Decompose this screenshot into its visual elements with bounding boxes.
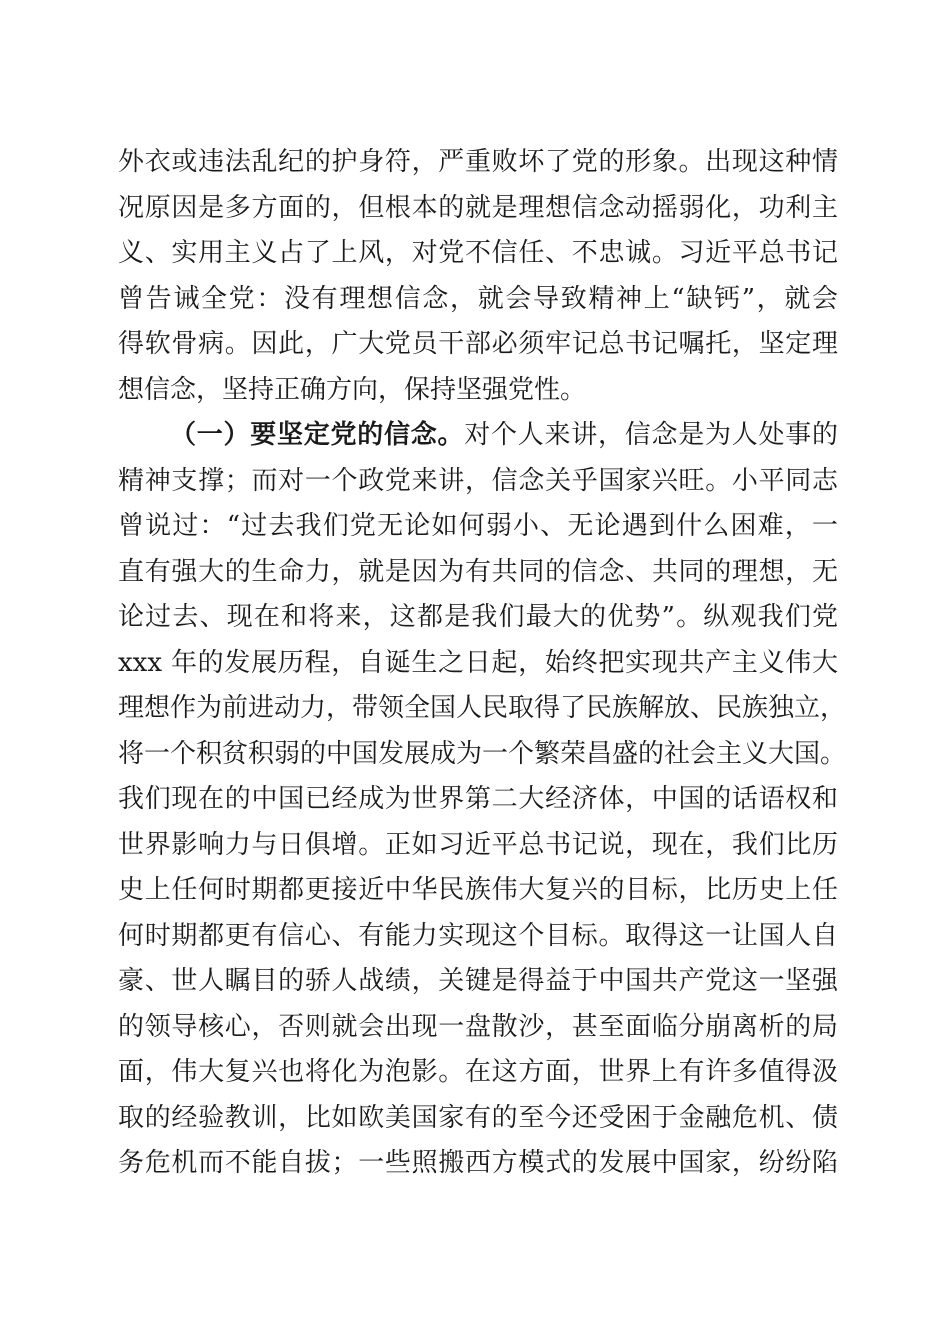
- text-line: 取的经验教训，比如欧美国家有的至今还受困于金融危机、债: [118, 1102, 838, 1133]
- text-line: 面，伟大复兴也将化为泡影。在这方面，世界上有许多值得汲: [118, 1057, 838, 1087]
- text-line: 得软骨病。因此，广大党员干部必须牢记总书记嘱托，坚定理: [118, 329, 838, 359]
- text-line: 务危机而不能自拔；一些照搬西方模式的发展中国家，纷纷陷: [118, 1148, 838, 1178]
- text-line: 想信念，坚持正确方向，保持坚强党性。: [118, 374, 587, 405]
- text-line: 曾说过：“过去我们党无论如何弱小、无论遇到什么困难，一: [118, 511, 838, 541]
- document-body: [118, 140, 847, 1187]
- text-line: 的领导核心，否则就会出现一盘散沙，甚至面临分崩离析的局: [118, 1011, 838, 1042]
- text-line: 曾告诫全党：没有理想信念，就会导致精神上“缺钙”，就会: [118, 283, 838, 314]
- text-line: 义、实用主义占了上风，对党不信任、不忠诚。习近平总书记: [118, 238, 838, 268]
- paragraph-1: [118, 140, 838, 413]
- text-line: 我们现在的中国已经成为世界第二大经济体，中国的话语权和: [118, 784, 838, 814]
- text-line: xxx 年的发展历程，自诞生之日起，始终把实现共产主义伟大: [118, 647, 838, 678]
- text-line: 将一个积贫积弱的中国发展成为一个繁荣昌盛的社会主义大国。: [118, 738, 847, 769]
- text-line: 世界影响力与日俱增。正如习近平总书记说，现在，我们比历: [118, 829, 838, 860]
- section-heading: （一）要坚定党的信念。: [170, 420, 465, 450]
- text-line: 况原因是多方面的，但根本的就是理想信念动摇弱化，功利主: [118, 192, 838, 223]
- paragraph-2: [118, 413, 847, 1187]
- text-line: 外衣或违法乱纪的护身符，严重败坏了党的形象。出现这种情: [118, 147, 838, 177]
- text-line: 直有强大的生命力，就是因为有共同的信念、共同的理想，无: [118, 556, 838, 587]
- text-line: 豪、世人瞩目的骄人战绩，关键是得益于中国共产党这一坚强: [118, 966, 838, 996]
- text-line: 何时期都更有信心、有能力实现这个目标。取得这一让国人自: [118, 920, 838, 951]
- text-line: 理想作为前进动力，带领全国人民取得了民族解放、民族独立，: [118, 693, 847, 723]
- text-line: 精神支撑；而对一个政党来讲，信念关乎国家兴旺。小平同志: [118, 465, 838, 496]
- text-fragment: 对个人来讲，信念是为人处事的: [464, 420, 838, 450]
- text-line-first: [118, 413, 838, 459]
- text-line: 论过去、现在和将来，这都是我们最大的优势”。纵观我们党: [118, 602, 838, 632]
- text-line: 史上任何时期都更接近中华民族伟大复兴的目标，比历史上任: [118, 875, 838, 905]
